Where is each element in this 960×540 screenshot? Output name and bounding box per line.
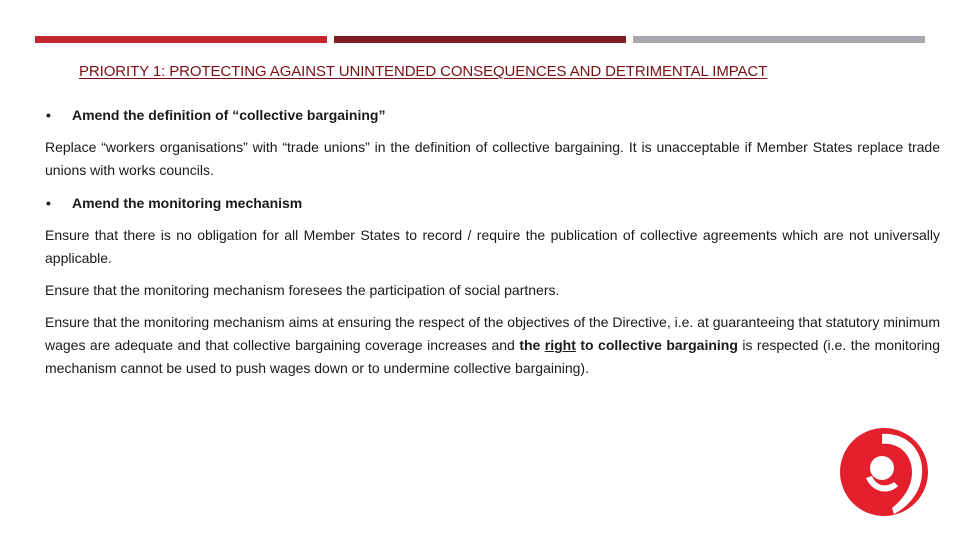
text-segment: is respected (i.e. the monitoring mechanism cannot be used to push wages down or to undermine collective bargaining). [45, 337, 940, 376]
bold-segment: to collective bargaining [575, 337, 738, 353]
etuc-logo-icon [836, 420, 936, 520]
heading-text: Amend the monitoring mechanism [72, 195, 303, 211]
bold-underlined-segment: right [544, 337, 576, 353]
bullet-icon: • [46, 195, 51, 211]
bullet-heading-definition [45, 104, 940, 127]
content-body [45, 104, 940, 380]
top-bar-dark-red [334, 36, 626, 43]
page-title: PRIORITY 1: PROTECTING AGAINST UNINTENDED CONSEQUENCES AND DETRIMENTAL IMPACT [79, 63, 768, 80]
top-bar-red [35, 36, 327, 43]
bullet-icon: • [46, 107, 51, 123]
logo-inner-dot [870, 456, 894, 480]
paragraph-participation: Ensure that the monitoring mechanism foresees the participation of social partners. [45, 282, 560, 298]
heading-text: Amend the definition of “collective bargaining” [72, 107, 386, 123]
text-segment: Ensure that the monitoring mechanism aims at ensuring the respect of the objectives of the Directive, i.e. at guaranteeing that statutory minimum wages are adequate and that collective bargaining coverage increases and [45, 314, 940, 353]
bullet-heading-monitoring [45, 192, 940, 215]
bold-segment: the [519, 337, 545, 353]
paragraph-objectives [45, 311, 940, 380]
top-bar-grey [633, 36, 925, 43]
paragraph-definition: Replace “workers organisations” with “trade unions” in the definition of collective bargaining. It is unacceptable if Member States replace trade unions with works councils. [45, 139, 940, 178]
paragraph-no-obligation: Ensure that there is no obligation for all Member States to record / require the publication of collective agreements which are not universally applicable. [45, 227, 940, 266]
